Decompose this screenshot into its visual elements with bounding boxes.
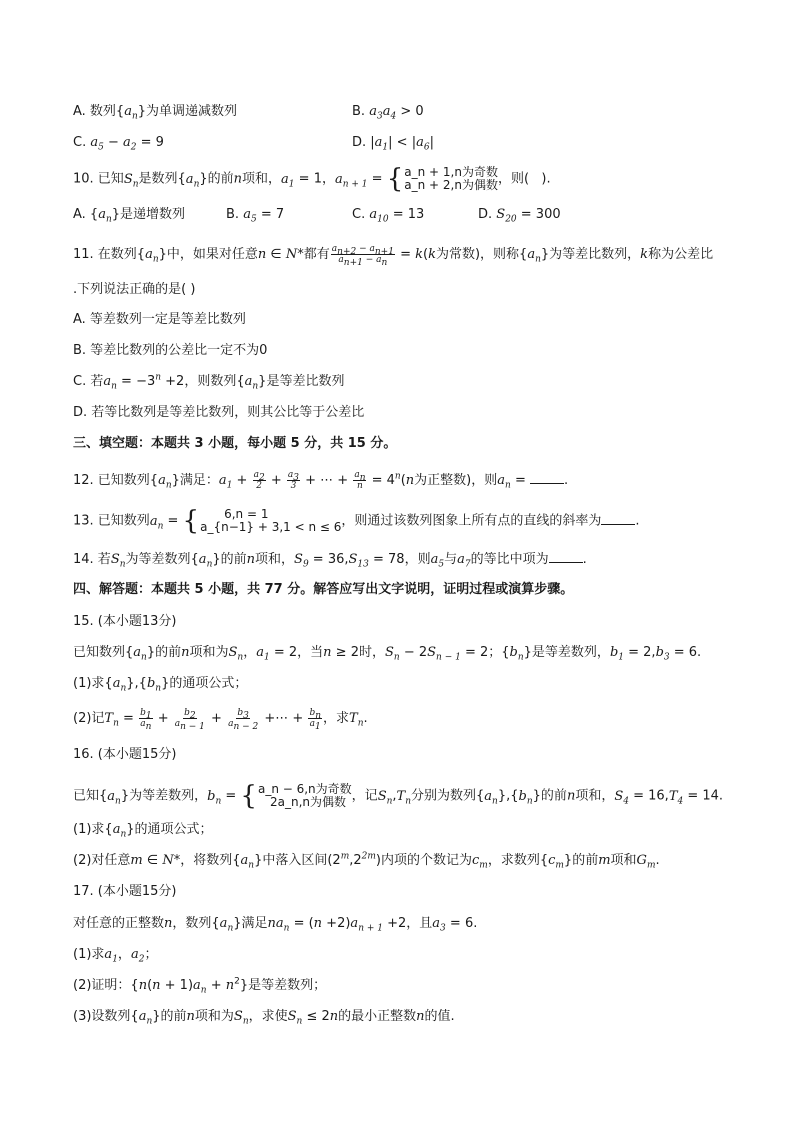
q9-option-d: D. $|a_1| < |a_6|$ [352,135,434,153]
q15-part1: (1)求$\{a_n\},\{b_n\}$的通项公式； [73,676,248,694]
q17-part1: (1)求$a_1$，$a_2$； [73,947,158,965]
q10-option-a: A. $\{a_n\}$是递增数列 [73,207,186,225]
q10-option-d: D. $S_{20} = 300$ [478,207,561,225]
q10-option-c: C. $a_{10} = 13$ [352,207,425,225]
section-4-heading: 四、解答题：本题共 5 小题，共 77 分。解答应写出文字说明，证明过程或演算步骤。 [73,582,574,597]
q16-part2: (2)对任意m ∈ N*，将数列$\{a_n\}$中落入区间$(2^m,2^{2m})$内项的个数记为$c_m$，求数列$\{c_m\}$的前m项和$G_m$. [73,851,660,871]
q11-stem: 11. 在数列$\{a_n\}$中，如果对任意n ∈ N*都有 $\frac{a_{n+2} - a_{n+1}}{a_{n+1} - a_n}$ = k(k为常数)，则称$\{a_n\}$为等差比数列，k称为公差比 [73,244,714,268]
q14-stem: 14. 若$S_n$为等差数列$\{a_n\}$的前n项和，$S_9 = 36,S_{13} = 78$，则$a_5$与$a_7$的等比中项为 . [73,552,587,570]
q17-stem: 对任意的正整数n，数列$\{a_n\}$满足$na_n = (n +2)a_{n + 1} +2$，且$a_3 = 6$. [73,916,478,934]
q11-stem-line2: .下列说法正确的是( ) [73,282,196,297]
q15-stem: 已知数列$\{a_n\}$的前n项和为$S_n$，$a_1 = 2$，当n ≥ 2时，$S_n - 2S_{n - 1} = 2$；$\{b_n\}$是等差数列，$b_1 = 2,b_3 = 6$. [73,645,702,663]
q9-option-b: B. $a_3a_4 > 0$ [352,104,424,122]
q11-option-d: D. 若等比数列是等差比数列，则其公比等于公差比 [73,405,365,420]
q11-option-c: C. 若$a_n = -3^n +2$，则数列$\{a_n\}$是等差比数列 [73,372,345,392]
q10-option-b: B. $a_5 = 7$ [226,207,285,225]
q16-heading: 16. (本小题15分) [73,747,177,762]
q15-heading: 15. (本小题13分) [73,614,177,629]
q10-piecewise: { a_n + 1,n为奇数 a_n + 2,n为偶数 [386,164,498,194]
q16-part1: (1)求$\{a_n\}$的通项公式； [73,822,213,840]
q9-option-a: A. 数列$\{a_n\}$为单调递减数列 [73,104,238,122]
q10-stem: 10. 已知$S_n$是数列$\{a_n\}$的前n项和，$a_1 = 1$，$a_{n + 1}$ = { a_n + 1,n为奇数 a_n + 2,n为偶数 ，则( ). [73,164,551,194]
q16-piecewise: { a_n − 6,n为奇数 2a_n,n为偶数 [240,781,352,811]
section-3-heading: 三、填空题：本题共 3 小题，每小题 5 分，共 15 分。 [73,436,397,451]
q11-option-a: A. 等差数列一定是等差比数列 [73,312,246,327]
q17-part3: (3)设数列$\{a_n\}$的前n项和为$S_n$，求使$S_n \le 2n$的最小正整数n的值. [73,1009,455,1027]
q16-stem: 已知$\{a_n\}$为等差数列，$b_n$ = { a_n − 6,n为奇数 2a_n,n为偶数 ，记$S_n,T_n$分别为数列$\{a_n\},\{b_n\}$的前n项和，$S_4 = 16,T_4 = 14$. [73,781,724,811]
q15-part2: (2)记$T_n$ = $\frac{b_1}{a_n}$ + $\frac{b_2}{a_{n - 1}}$ + $\frac{b_3}{a_{n - 2}}$ +⋯ + $\frac{b_n}{a_1}$ ，求$T_n$. [73,708,368,732]
q11-option-b: B. 等差比数列的公差比一定不为0 [73,343,268,358]
q13-piecewise: { 6,n = 1 a_{n−1} + 3,1 < n ≤ 6 [182,506,342,536]
q9-option-c: C. $a_5 - a_2 = 9$ [73,135,164,153]
q17-heading: 17. (本小题15分) [73,884,177,899]
q12-stem: 12. 已知数列$\{a_n\}$满足：$a_1$ + $\frac{a_2}{2}$ + $\frac{a_3}{3}$ + ⋯ + $\frac{a_n}{n}$ = $4^n(n$为正整数)，则$a_n$ = . [73,470,569,491]
q17-part2: (2)证明：$\{n(n + 1)a_n + n^2\}$是等差数列； [73,976,327,996]
q13-stem: 13. 已知数列$a_n$ = { 6,n = 1 a_{n−1} + 3,1 < n ≤ 6 ，则通过该数列图象上所有点的直线的斜率为 . [73,506,640,536]
